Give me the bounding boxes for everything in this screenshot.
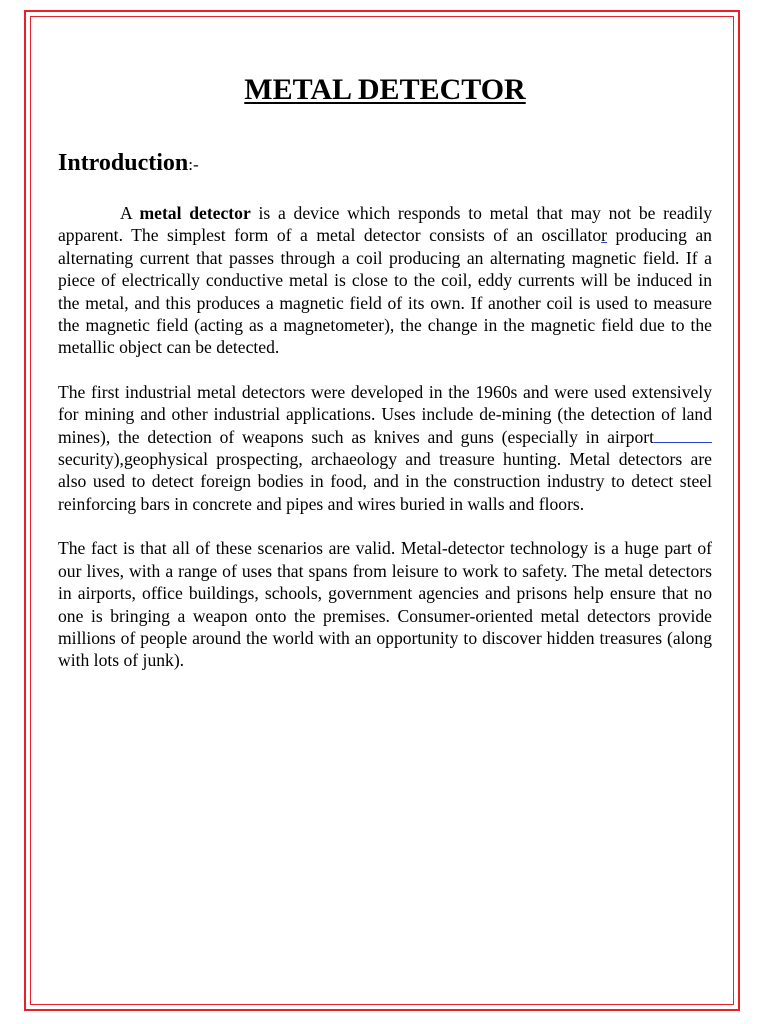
document-title: METAL DETECTOR [244, 73, 526, 106]
paragraph2-text-c: security),geophysical prospecting, archaeology and treasure hunting. Metal detectors are also used to detect foreign bodies in food, and in the construction industry to detect steel reinforcing bars in concrete and pipes and wires buried in walls and floors. [58, 449, 712, 514]
paragraph2-text-b: mines), the detection of weapons such as knives and guns (especially in airport [58, 426, 654, 447]
section-heading-suffix: :- [188, 155, 199, 174]
paragraph1-lead: A [120, 203, 140, 223]
paragraph1-bold-term: metal detector [139, 203, 251, 223]
paragraph2-text-a: The first industrial metal detectors were developed in the 1960s and were used extensively for mining and other industrial applications. Uses include de-mining (the detection of land [58, 381, 712, 425]
paragraph-history [58, 381, 712, 515]
paragraph-definition [58, 202, 712, 359]
paragraph1-text-b: producing an alternating current that passes through a coil producing an alternating magnetic field. If a piece of electrically conductive metal is close to the coil, eddy currents will be induced in the metal, and this produces a magnetic field of its own. If another coil is used to measure the magnetic field (acting as a magnetometer), the change in the magnetic field due to the metallic object can be detected. [58, 225, 712, 358]
section-heading-introduction [58, 146, 712, 182]
airport-security-link[interactable] [654, 427, 712, 443]
document-content [58, 70, 712, 672]
paragraph1-text-a: is a device which responds to metal that may not be readily apparent. The simplest form of a metal detector consists of an oscillato [58, 203, 713, 246]
section-heading-text: Introduction [58, 150, 189, 176]
oscillator-link[interactable]: r [601, 225, 608, 246]
paragraph-uses: The fact is that all of these scenarios are valid. Metal-detector technology is a huge part of our lives, with a range of uses that spans from leisure to work to safety. The metal detectors in airports, office buildings, schools, government agencies and prisons help ensure that no one is bringing a weapon onto the premises. Consumer-oriented metal detectors provide millions of people around the world with an opportunity to discover hidden treasures (along with lots of junk). [58, 538, 712, 671]
